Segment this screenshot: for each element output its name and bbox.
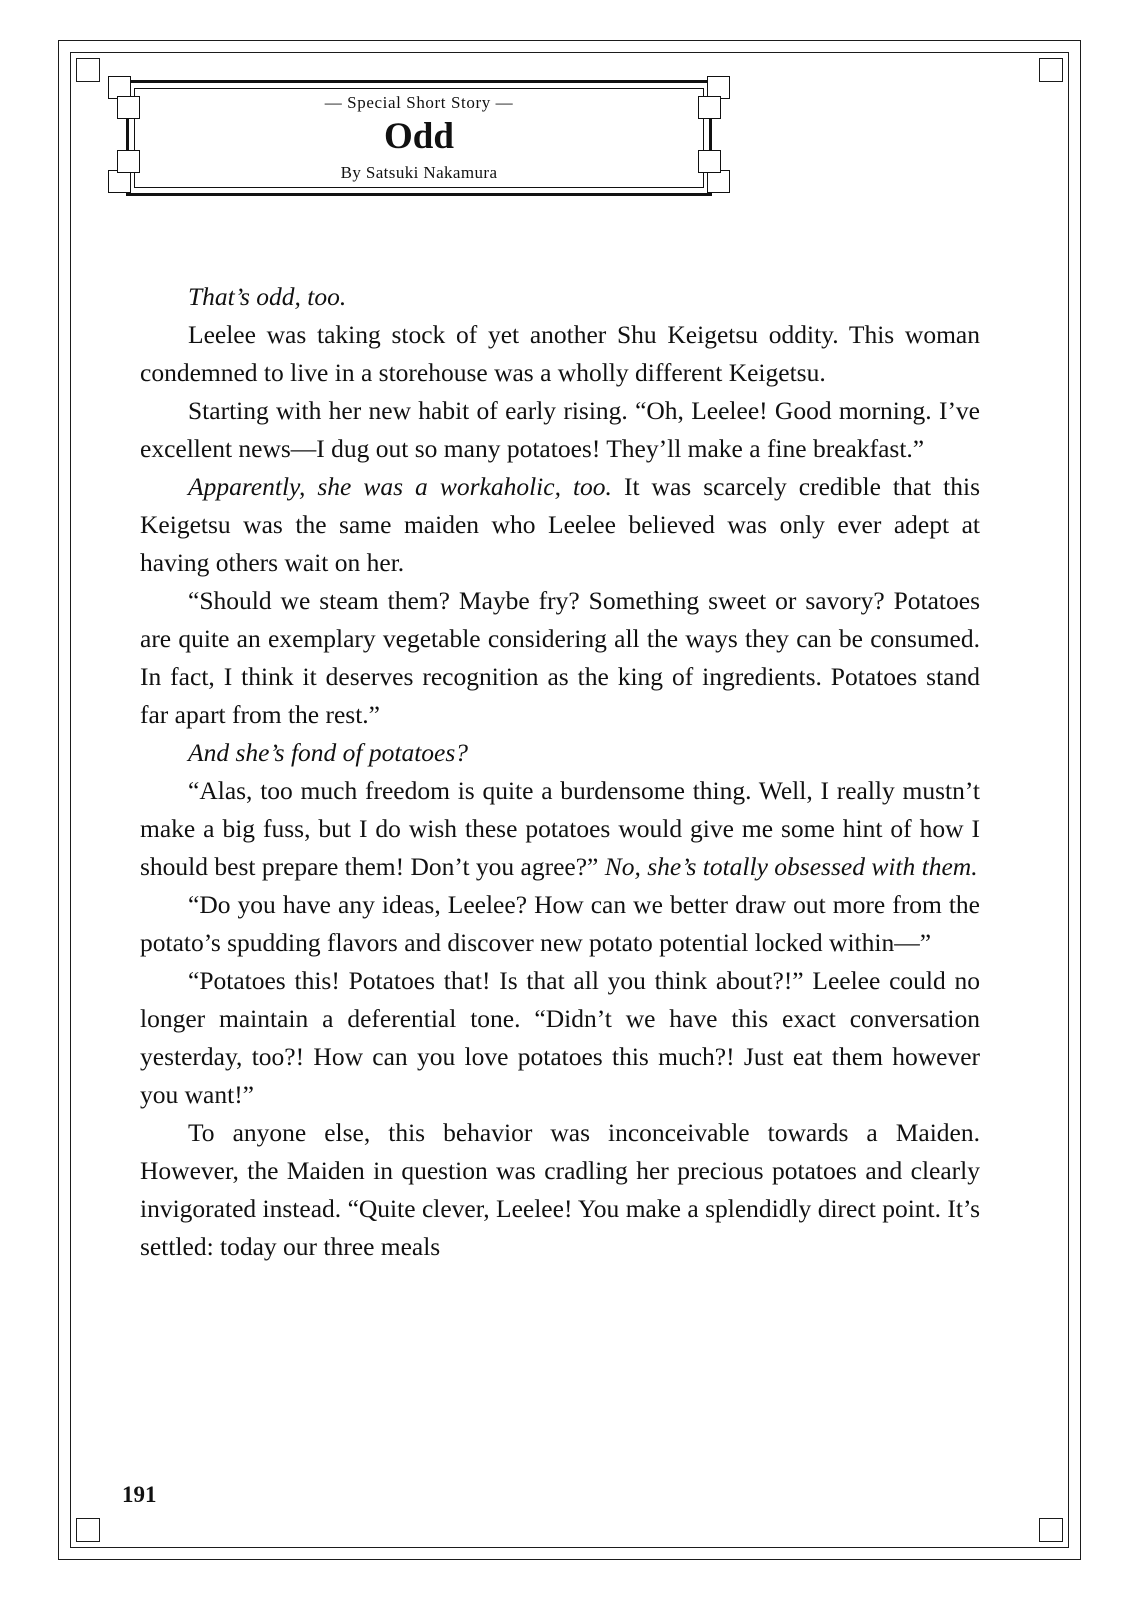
paragraph-text: To anyone else, this behavior was inconceivable towards a Maiden. However, the Maiden in question was cradling her precious potatoes and clearly invigorated instead. “Quite clever, Leelee! You make a splendidly direct point. It’s settled: today our three meals: [140, 1118, 980, 1261]
inner-monologue-text: No, she’s totally obsessed with them.: [604, 852, 978, 881]
border-corner-bottom-right: [1039, 1518, 1063, 1542]
body-paragraph: [140, 468, 980, 582]
border-corner-top-left: [76, 58, 100, 82]
title-ornament-square: [108, 170, 131, 193]
title-ornament-square: [698, 96, 721, 119]
border-corner-bottom-left: [76, 1518, 100, 1542]
inner-monologue-text: And she’s fond of potatoes?: [188, 738, 469, 767]
title-ornament-square: [698, 150, 721, 173]
body-paragraph: [140, 278, 980, 316]
title-ornament-square: [707, 170, 730, 193]
story-body: [140, 278, 980, 1266]
body-paragraph: [140, 582, 980, 734]
title-ornament-square: [117, 150, 140, 173]
body-paragraph: [140, 772, 980, 886]
story-title-block: [108, 70, 730, 210]
paragraph-text: “Alas, too much freedom is quite a burdensome thing. Well, I really mustn’t make a big fuss, but I do wish these potatoes would give me some hint of how I should best prepare them! Don’t you agree?”: [140, 776, 980, 881]
paragraph-text: It was scarcely credible that this Keigetsu was the same maiden who Leelee believed was only ever adept at having others wait on her.: [140, 472, 981, 577]
paragraph-text: “Potatoes this! Potatoes that! Is that all you think about?!” Leelee could no longer maintain a deferential tone. “Didn’t we have this exact conversation yesterday, too?! How can you love potatoes this much?! Just eat them however you want!”: [140, 966, 980, 1109]
border-corner-top-right: [1039, 58, 1063, 82]
body-paragraph: [140, 392, 980, 468]
body-paragraph: [140, 886, 980, 962]
body-paragraph: [140, 1114, 980, 1266]
story-kicker: — Special Short Story —: [324, 92, 514, 112]
body-paragraph: [140, 734, 980, 772]
paragraph-text: Starting with her new habit of early rising. “Oh, Leelee! Good morning. I’ve excellent news—I dug out so many potatoes! They’ll make a fine breakfast.”: [140, 396, 980, 463]
title-plaque: [126, 80, 712, 196]
inner-monologue-text: That’s odd, too.: [188, 282, 347, 311]
page-number: 191: [122, 1482, 157, 1507]
paragraph-text: “Do you have any ideas, Leelee? How can we better draw out more from the potato’s spudding flavors and discover new potato potential locked within—”: [140, 890, 980, 957]
title-ornament-square: [117, 96, 140, 119]
page-title: Odd: [384, 115, 454, 157]
story-byline: By Satsuki Nakamura: [340, 163, 498, 183]
inner-monologue-text: Apparently, she was a workaholic, too.: [188, 472, 612, 501]
paragraph-text: “Should we steam them? Maybe fry? Something sweet or savory? Potatoes are quite an exemplary vegetable considering all the ways they can be consumed. In fact, I think it deserves recognition as the king of ingredients. Potatoes stand far apart from the rest.”: [140, 586, 980, 729]
body-paragraph: [140, 316, 980, 392]
paragraph-text: Leelee was taking stock of yet another Shu Keigetsu oddity. This woman condemned to live in a storehouse was a wholly different Keigetsu.: [140, 320, 980, 387]
body-paragraph: [140, 962, 980, 1114]
